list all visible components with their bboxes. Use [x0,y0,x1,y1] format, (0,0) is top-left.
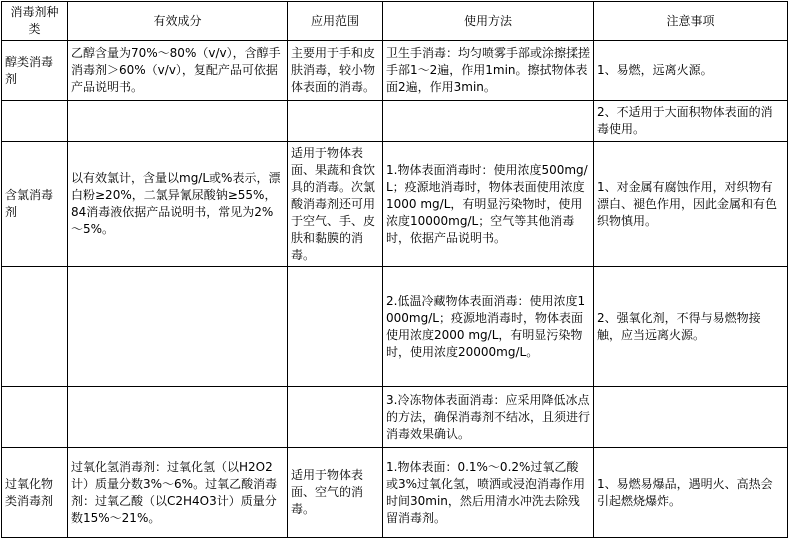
table-row [2,142,788,267]
type-cell [2,267,68,387]
table-row [2,387,788,448]
type-cell [2,387,68,448]
scope-cell [288,267,383,387]
method-cell [383,101,594,142]
header-scope: 应用范围 [288,2,383,41]
scope-cell: 适用于物体表面、果蔬和食饮具的消毒。次氯酸消毒剂还可用于空气、手、皮肤和黏膜的消毒。 [288,142,383,267]
disinfectant-table [1,1,788,538]
note-cell: 1、易燃，远离火源。 [594,41,788,101]
method-cell: 1.物体表面：0.1%～0.2%过氧乙酸或3%过氧化氢，喷洒或浸泡消毒作用时间30min，然后用清水冲洗去除残留消毒剂。 [383,448,594,538]
ingredient-cell [68,387,288,448]
note-cell: 2、强氧化剂，不得与易燃物接触，应当远离火源。 [594,267,788,387]
header-note: 注意事项 [594,2,788,41]
type-cell: 含氯消毒剂 [2,142,68,267]
note-cell: 2、不适用于大面积物体表面的消毒使用。 [594,101,788,142]
table-row [2,101,788,142]
scope-cell [288,101,383,142]
type-cell [2,101,68,142]
header-type: 消毒剂种类 [2,2,68,41]
header-row [2,2,788,41]
table-row [2,41,788,101]
table-row [2,267,788,387]
ingredient-cell [68,101,288,142]
header-method: 使用方法 [383,2,594,41]
scope-cell: 适用于物体表面、空气的消毒。 [288,448,383,538]
header-ingredient: 有效成分 [68,2,288,41]
method-cell: 2.低温冷藏物体表面消毒：使用浓度1000mg/L；疫源地消毒时，物体表面使用浓度2000 mg/L，有明显污染物时，使用浓度20000mg/L。 [383,267,594,387]
note-cell: 1、对金属有腐蚀作用，对织物有漂白、褪色作用，因此金属和有色织物慎用。 [594,142,788,267]
type-cell: 过氧化物类消毒剂 [2,448,68,538]
ingredient-cell: 乙醇含量为70%～80%（v/v），含醇手消毒剂＞60%（v/v），复配产品可依据产品说明书。 [68,41,288,101]
ingredient-cell: 过氧化氢消毒剂：过氧化氢（以H2O2计）质量分数3%～6%。过氧乙酸消毒剂：过氧乙酸（以C2H4O3计）质量分数15%～21%。 [68,448,288,538]
scope-cell [288,387,383,448]
type-cell: 醇类消毒剂 [2,41,68,101]
method-cell: 3.冷冻物体表面消毒：应采用降低冰点的方法，确保消毒剂不结冰，且须进行消毒效果确认。 [383,387,594,448]
note-cell [594,387,788,448]
method-cell: 卫生手消毒：均匀喷雾手部或涂擦揉搓手部1～2遍，作用1min。擦拭物体表面2遍，作用3min。 [383,41,594,101]
note-cell: 1、易燃易爆品，遇明火、高热会引起燃烧爆炸。 [594,448,788,538]
table-row [2,448,788,538]
method-cell: 1.物体表面消毒时：使用浓度500mg/L；疫源地消毒时，物体表面使用浓度1000 mg/L，有明显污染物时，使用浓度10000mg/L；空气等其他消毒时，依据产品说明书。 [383,142,594,267]
ingredient-cell: 以有效氯计，含量以mg/L或%表示，漂白粉≥20%，二氯异氰尿酸钠≥55%，84消毒液依据产品说明书，常见为2%～5%。 [68,142,288,267]
scope-cell: 主要用于手和皮肤消毒，较小物体表面的消毒。 [288,41,383,101]
ingredient-cell [68,267,288,387]
